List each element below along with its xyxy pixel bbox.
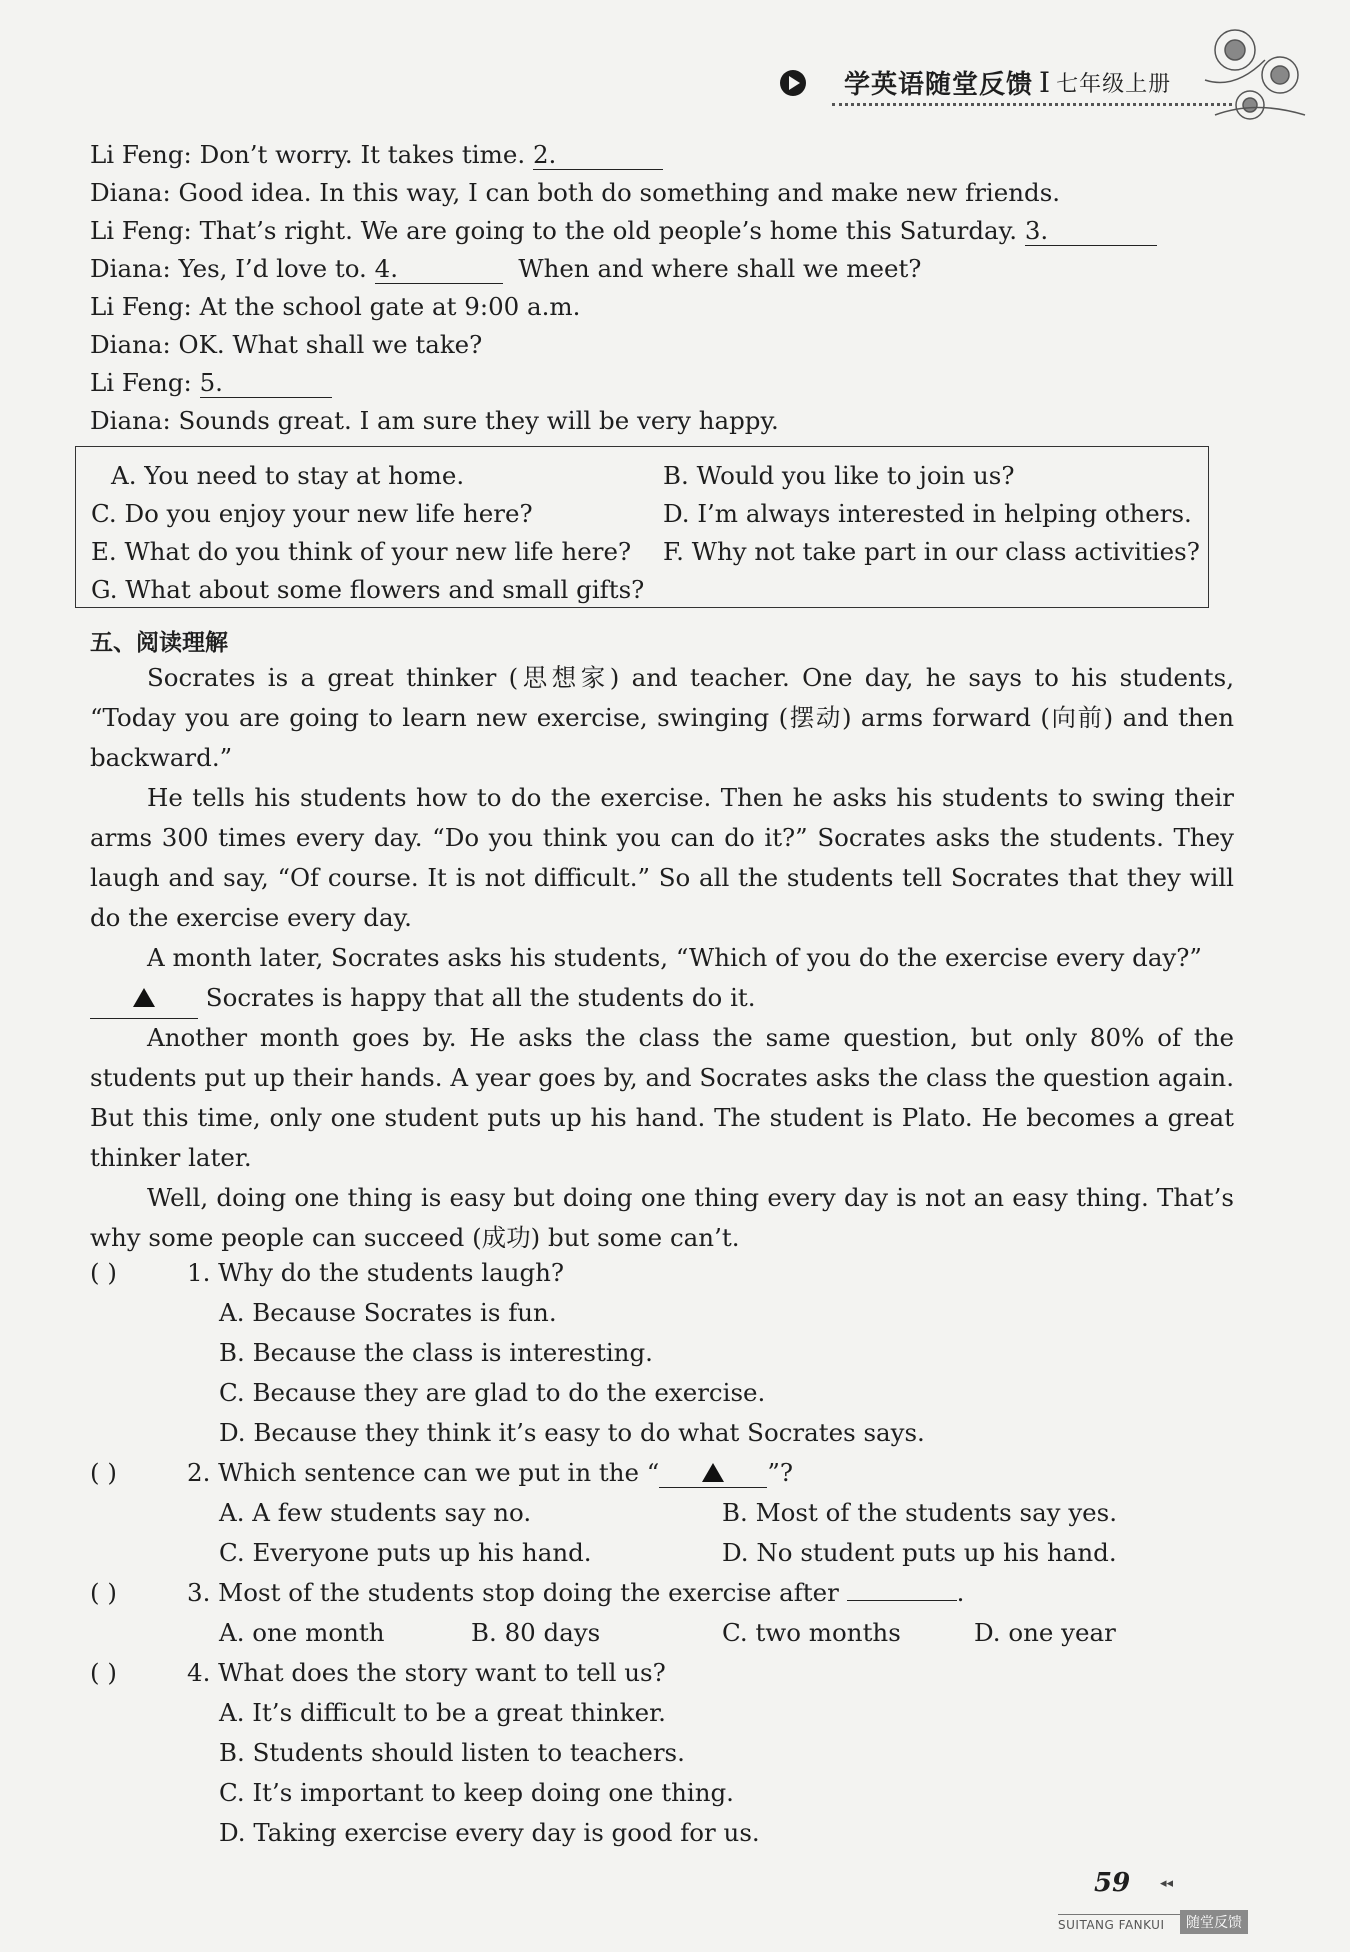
stem-gap [659, 1458, 767, 1488]
answer-blank-5[interactable] [200, 368, 332, 398]
speaker: Diana [90, 406, 163, 435]
line-text: Don’t worry. It takes time. [199, 140, 526, 169]
paragraph-text: He tells his students how to do the exercise. Then he asks his students to swing their arms 300 times every day. “Do you think you can do it?” Socrates asks the students. They laugh and say, “Of course. It is not difficult.” So all the students tell Socrates that they will do the exercise every day. [90, 783, 1234, 932]
line-text: Yes, I’d love to. [178, 254, 367, 283]
stem-text: ”? [767, 1458, 793, 1487]
paragraph-text: Socrates is a great thinker (思想家) and teacher. One day, he says to his students, “Today you are going to learn new exercise, swinging (摆动) arms forward (向前) and then backward.” [90, 663, 1234, 772]
paragraph-text: Socrates is happy that all the students do it. [205, 983, 756, 1012]
speaker: Li Feng [90, 216, 184, 245]
question-1-stem: 1. Why do the students laugh? [187, 1258, 565, 1287]
question-2-stem [187, 1458, 793, 1488]
q1-option-d[interactable]: D. Because they think it’s easy to do what Socrates says. [219, 1418, 925, 1447]
footer-rule [1058, 1914, 1182, 1915]
q4-option-d[interactable]: D. Taking exercise every day is good for us. [219, 1818, 760, 1847]
blank-number: 4. [374, 254, 399, 283]
speaker: Li Feng [90, 140, 184, 169]
option-g: G. What about some flowers and small gifts? [91, 575, 645, 604]
triangle-marker-icon [133, 988, 155, 1007]
blank-number: 3. [1024, 216, 1049, 245]
question-3-stem [187, 1578, 964, 1607]
title-separator: I [1039, 66, 1051, 99]
passage-paragraph-2 [90, 778, 1234, 938]
passage-paragraph-4 [90, 1018, 1234, 1178]
stem-text: . [956, 1578, 965, 1607]
q3-option-a[interactable]: A. one month [219, 1618, 385, 1647]
dialogue-line: Diana: Sounds great. I am sure they will be very happy. [90, 406, 779, 435]
page-header [780, 64, 1171, 101]
paragraph-text: Well, doing one thing is easy but doing one thing every day is not an easy thing. That’s why some people can succeed (成功) but some can’t. [90, 1183, 1234, 1252]
option-d: D. I’m always interested in helping others. [663, 499, 1192, 528]
speaker: Diana [90, 178, 163, 207]
option-a: A. You need to stay at home. [111, 461, 465, 490]
q2-option-b[interactable]: B. Most of the students say yes. [722, 1498, 1118, 1527]
triangle-marker-icon [702, 1463, 724, 1482]
passage-paragraph-3 [90, 938, 1234, 978]
q4-option-a[interactable]: A. It’s difficult to be a great thinker. [219, 1698, 666, 1727]
answer-paren-2[interactable]: ( ) [90, 1458, 117, 1487]
dialogue-line: Diana: Yes, I’d love to. 4. When and where shall we meet? [90, 254, 922, 283]
q2-option-d[interactable]: D. No student puts up his hand. [722, 1538, 1117, 1567]
question-3-blank[interactable] [847, 1600, 957, 1601]
q1-option-b[interactable]: B. Because the class is interesting. [219, 1338, 653, 1367]
line-text: At the school gate at 9:00 a.m. [199, 292, 581, 321]
q1-option-a[interactable]: A. Because Socrates is fun. [219, 1298, 557, 1327]
option-e: E. What do you think of your new life here? [91, 537, 632, 566]
passage-gap-line [90, 978, 1234, 1019]
dialogue-line: Diana: Good idea. In this way, I can both do something and make new friends. [90, 178, 1061, 207]
speaker: Li Feng [90, 292, 184, 321]
book-title: 学英语随堂反馈 [844, 70, 1034, 100]
answer-paren-4[interactable]: ( ) [90, 1658, 117, 1687]
blank-number: 5. [199, 368, 223, 397]
blank-number: 2. [532, 140, 557, 169]
line-text: Sounds great. I am sure they will be very happy. [178, 406, 779, 435]
answer-blank-2[interactable] [533, 140, 663, 170]
sunflower-decoration-icon [1195, 20, 1315, 130]
option-b: B. Would you like to join us? [663, 461, 1015, 490]
dialogue-line: Li Feng: 5. [90, 368, 332, 398]
section-title: 五、阅读理解 [90, 630, 228, 656]
q4-option-c[interactable]: C. It’s important to keep doing one thing. [219, 1778, 734, 1807]
dialogue-line: Li Feng: That’s right. We are going to the old people’s home this Saturday. 3. [90, 216, 1157, 246]
q3-option-d[interactable]: D. one year [974, 1618, 1116, 1647]
q2-option-c[interactable]: C. Everyone puts up his hand. [219, 1538, 592, 1567]
line-text: OK. What shall we take? [178, 330, 483, 359]
option-c: C. Do you enjoy your new life here? [91, 499, 533, 528]
play-icon [780, 70, 806, 96]
dialogue-line: Li Feng: At the school gate at 9:00 a.m. [90, 292, 581, 321]
paragraph-text: A month later, Socrates asks his students, “Which of you do the exercise every day?” [147, 943, 1202, 972]
q3-option-c[interactable]: C. two months [722, 1618, 901, 1647]
footer-brand-tag: 随堂反馈 [1180, 1910, 1248, 1934]
option-f: F. Why not take part in our class activities? [663, 537, 1200, 566]
page-number: 59 [1094, 1868, 1131, 1898]
q4-option-b[interactable]: B. Students should listen to teachers. [219, 1738, 685, 1767]
q1-option-c[interactable]: C. Because they are glad to do the exercise. [219, 1378, 766, 1407]
speaker: Li Feng [90, 368, 184, 397]
question-4-stem: 4. What does the story want to tell us? [187, 1658, 666, 1687]
footer-brand-en: SUITANG FANKUI [1058, 1918, 1165, 1932]
speaker: Diana [90, 254, 163, 283]
stem-text: 3. Most of the students stop doing the exercise after [187, 1578, 839, 1607]
q2-option-a[interactable]: A. A few students say no. [219, 1498, 532, 1527]
passage-paragraph-5 [90, 1178, 1234, 1258]
speaker: Diana [90, 330, 163, 359]
answer-blank-4[interactable] [375, 254, 503, 284]
dialogue-line: Li Feng: Don’t worry. It takes time. 2. [90, 140, 663, 170]
q3-option-b[interactable]: B. 80 days [471, 1618, 601, 1647]
answer-paren-1[interactable]: ( ) [90, 1258, 117, 1287]
line-text: Good idea. In this way, I can both do something and make new friends. [178, 178, 1061, 207]
paragraph-text: Another month goes by. He asks the class the same question, but only 80% of the students put up their hands. A year goes by, and Socrates asks the class the question again. But this time, only one student puts up his hand. The student is Plato. He becomes a great thinker later. [90, 1023, 1234, 1172]
line-text: That’s right. We are going to the old people’s home this Saturday. [199, 216, 1018, 245]
line-text: When and where shall we meet? [518, 254, 922, 283]
header-dotted-rule [832, 103, 1232, 106]
passage-gap-blank[interactable] [90, 978, 198, 1019]
answer-paren-3[interactable]: ( ) [90, 1578, 117, 1607]
dialogue-line: Diana: OK. What shall we take? [90, 330, 483, 359]
options-box [75, 446, 1209, 608]
double-arrow-left-icon: ◂◂ [1160, 1876, 1174, 1891]
answer-blank-3[interactable] [1025, 216, 1157, 246]
stem-text: 2. Which sentence can we put in the “ [187, 1458, 660, 1487]
grade-label: 七年级上册 [1056, 72, 1172, 97]
passage-paragraph-1 [90, 658, 1234, 778]
